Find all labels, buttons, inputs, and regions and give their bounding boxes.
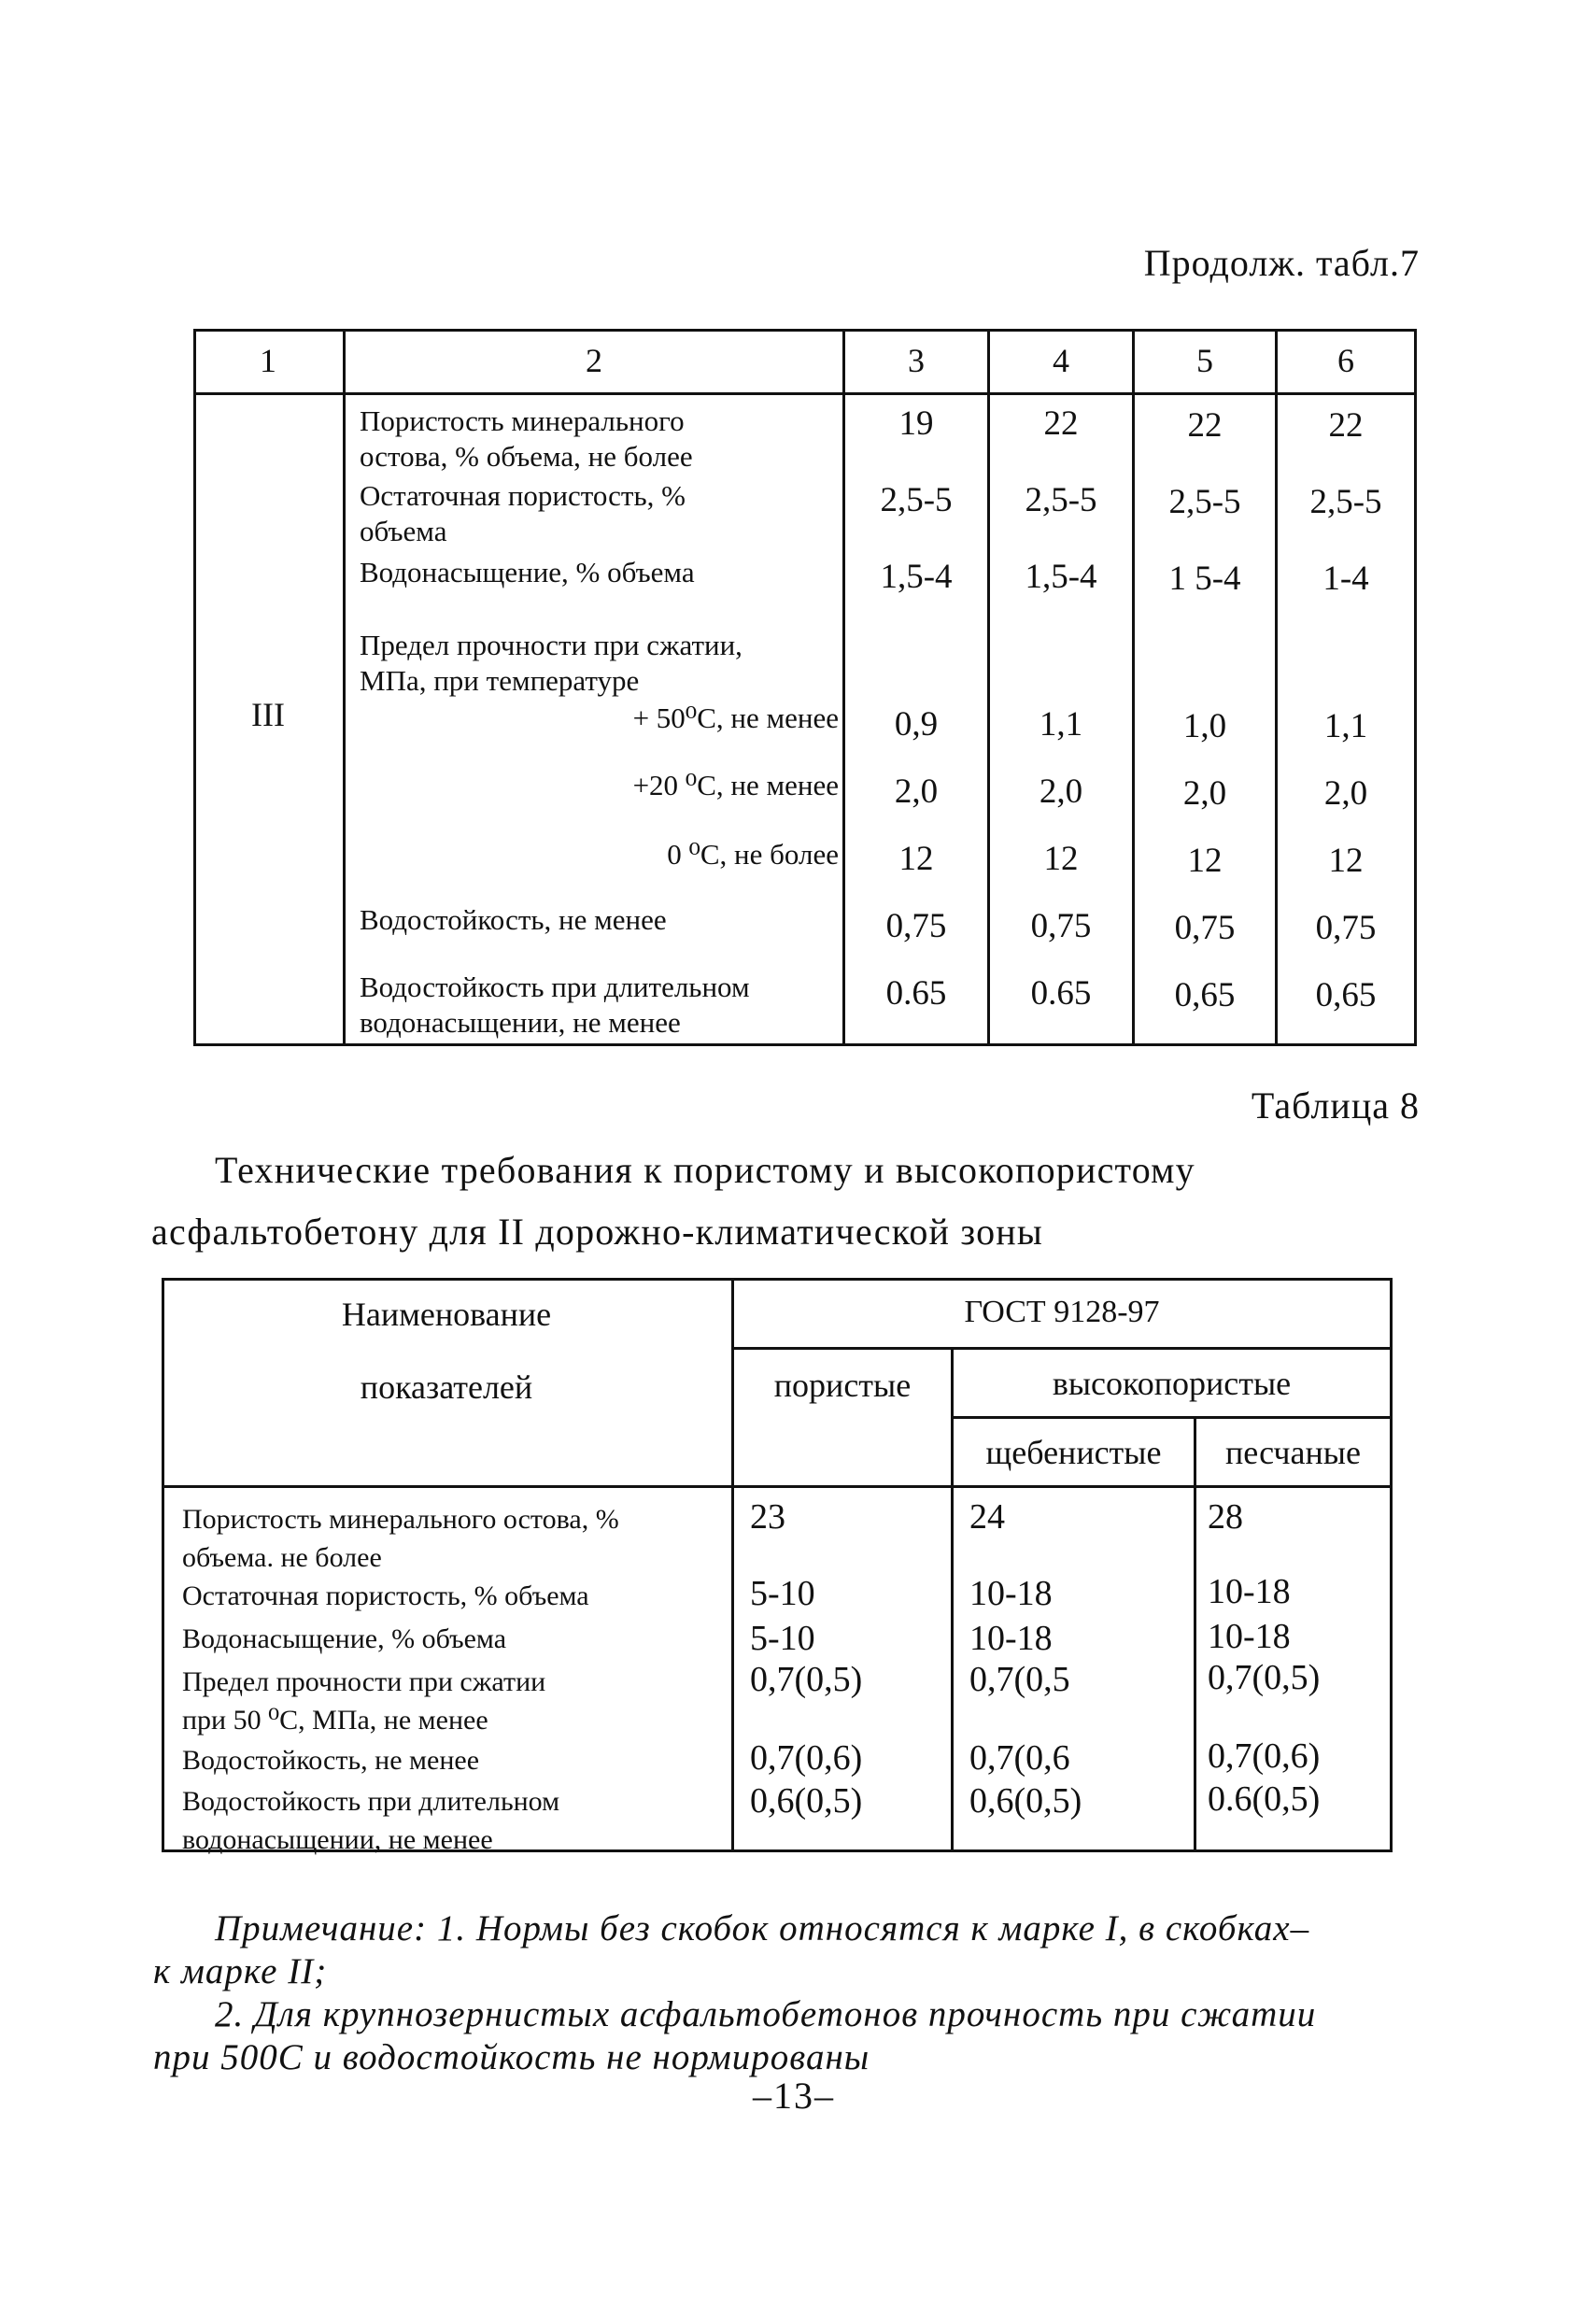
cell-value: 22 bbox=[1043, 404, 1079, 443]
cell-value: 0,7(0,5) bbox=[750, 1660, 863, 1699]
label-line: Водонасыщение, % объема bbox=[182, 1623, 507, 1654]
label-line: объема bbox=[360, 515, 447, 547]
header-col-6: 6 bbox=[1337, 342, 1354, 379]
row-label bbox=[182, 1782, 714, 1859]
cell-value: 2,0 bbox=[1323, 774, 1368, 813]
cell-value: 0,6(0,5) bbox=[969, 1781, 1082, 1821]
cell-value: 2,5-5 bbox=[1168, 483, 1241, 521]
table-8-number: Таблица 8 bbox=[1251, 1084, 1420, 1127]
cell-value: 24 bbox=[969, 1497, 1005, 1537]
cell-value: 0,7(0,6 bbox=[969, 1738, 1070, 1778]
table-7-continuation bbox=[193, 329, 1417, 1046]
note-line: при 500С и водостойкость не нормированы bbox=[153, 2037, 870, 2077]
cell-value: 0.65 bbox=[885, 974, 947, 1013]
title-line: Технические требования к пористому и высокопористому bbox=[215, 1149, 1195, 1191]
cell-value: 28 bbox=[1208, 1497, 1243, 1537]
table-divider bbox=[162, 1485, 1393, 1488]
row-label bbox=[182, 1741, 714, 1779]
cell-value: 19 bbox=[898, 404, 934, 443]
table-border bbox=[193, 1043, 1417, 1046]
label-line: МПа, при температуре bbox=[360, 664, 640, 697]
table-border bbox=[193, 329, 196, 1046]
header-name-line1: Наименование bbox=[341, 1296, 552, 1333]
table-divider bbox=[343, 329, 346, 1046]
label-line: Водостойкость при длительном bbox=[182, 1786, 560, 1817]
cell-value: 0,6(0,5) bbox=[750, 1781, 863, 1821]
row-label bbox=[182, 1620, 714, 1658]
header-col-1: 1 bbox=[260, 342, 276, 379]
cell-value: 1,0 bbox=[1182, 707, 1227, 745]
continuation-label: Продолж. табл.7 bbox=[1143, 242, 1420, 284]
cell-value: 0.6(0,5) bbox=[1208, 1779, 1321, 1819]
table-border bbox=[1414, 329, 1417, 1046]
row-label bbox=[360, 478, 864, 549]
cell-value: 2,5-5 bbox=[1025, 481, 1097, 519]
cell-value: 1,1 bbox=[1039, 705, 1083, 744]
label-line: Водостойкость при длительном bbox=[360, 971, 750, 1003]
cell-value: 12 bbox=[1328, 842, 1364, 880]
cell-value: 0,65 bbox=[1174, 976, 1236, 1014]
table-border bbox=[162, 1278, 164, 1852]
cell-value: 2,0 bbox=[1182, 774, 1227, 813]
header-name-line2: показателей bbox=[360, 1368, 533, 1406]
cell-value: 10-18 bbox=[1208, 1572, 1291, 1611]
cell-value: 2,0 bbox=[894, 772, 939, 811]
cell-value: 0,75 bbox=[1030, 907, 1092, 945]
table-8-title bbox=[151, 1140, 1365, 1263]
cell-value: 0,75 bbox=[1315, 909, 1377, 947]
table-border bbox=[162, 1278, 1393, 1281]
cell-value: 2,5-5 bbox=[880, 481, 953, 519]
cell-value: 0,75 bbox=[885, 907, 947, 945]
label-line: объема. не более bbox=[182, 1542, 382, 1573]
cell-value: 12 bbox=[898, 840, 934, 878]
cell-value: 1 5-4 bbox=[1168, 560, 1241, 598]
row-label bbox=[360, 701, 839, 736]
label-line: при 50 ⁰С, МПа, не менее bbox=[182, 1705, 488, 1736]
cell-value: 10-18 bbox=[969, 1619, 1053, 1658]
cell-value: 2,5-5 bbox=[1309, 483, 1382, 521]
header-col-5: 5 bbox=[1196, 342, 1213, 379]
cell-value: 2,0 bbox=[1039, 772, 1083, 811]
table-divider bbox=[731, 1347, 1393, 1350]
label-line: Остаточная пористость, % bbox=[360, 479, 686, 512]
cell-value: 10-18 bbox=[1208, 1617, 1291, 1656]
table-divider bbox=[1194, 1416, 1196, 1852]
header-gost: ГОСТ 9128-97 bbox=[964, 1295, 1160, 1329]
page-number: –13– bbox=[753, 2075, 835, 2117]
table-divider bbox=[193, 392, 1417, 395]
header-high-porous: высокопористые bbox=[1052, 1365, 1292, 1402]
cell-value: 5-10 bbox=[750, 1619, 815, 1658]
label-line: Остаточная пористость, % объема bbox=[182, 1580, 589, 1611]
header-crushed: щебенистые bbox=[985, 1434, 1162, 1471]
header-col-4: 4 bbox=[1053, 342, 1069, 379]
cell-value: 10-18 bbox=[969, 1574, 1053, 1613]
cell-value: 0,7(0,6) bbox=[750, 1738, 863, 1778]
table-8 bbox=[162, 1278, 1393, 1855]
row-label bbox=[360, 555, 864, 590]
table-border bbox=[1390, 1278, 1393, 1852]
cell-value: 23 bbox=[750, 1497, 785, 1537]
cell-value: 22 bbox=[1187, 406, 1223, 445]
row-label bbox=[360, 768, 839, 803]
cell-value: 0,9 bbox=[894, 705, 939, 744]
label-line: Водонасыщение, % объема bbox=[360, 556, 695, 588]
cell-value: 0,7(0,5) bbox=[1208, 1658, 1321, 1697]
label-line: + 50⁰С, не менее bbox=[632, 701, 839, 734]
header-sandy: песчаные bbox=[1225, 1434, 1361, 1471]
table-divider bbox=[951, 1416, 1393, 1419]
zone-group-label: III bbox=[251, 696, 285, 733]
row-label bbox=[182, 1500, 714, 1577]
cell-value: 0,7(0,5 bbox=[969, 1660, 1070, 1699]
cell-value: 5-10 bbox=[750, 1574, 815, 1613]
label-line: водонасыщении, не менее bbox=[182, 1824, 493, 1855]
label-line: остова, % объема, не более bbox=[360, 440, 693, 473]
header-porous: пористые bbox=[773, 1367, 912, 1404]
label-line: Предел прочности при сжатии, bbox=[360, 629, 742, 661]
footnote bbox=[153, 1907, 1423, 2079]
row-label bbox=[360, 404, 864, 475]
table-divider bbox=[951, 1347, 954, 1852]
cell-value: 0.65 bbox=[1030, 974, 1092, 1013]
label-line: Предел прочности при сжатии bbox=[182, 1666, 546, 1697]
note-line: Примечание: 1. Нормы без скобок относятся к марке I, в скобках– bbox=[215, 1908, 1310, 1948]
label-line: 0 ⁰С, не более bbox=[667, 838, 839, 871]
cell-value: 12 bbox=[1187, 842, 1223, 880]
title-line: асфальтобетону для II дорожно-климатической зоны bbox=[151, 1211, 1043, 1253]
row-label bbox=[360, 970, 864, 1041]
cell-value: 1-4 bbox=[1322, 560, 1369, 598]
note-line: 2. Для крупнозернистых асфальтобетонов прочность при сжатии bbox=[215, 1994, 1317, 2034]
row-label bbox=[182, 1577, 714, 1615]
cell-value: 1,5-4 bbox=[880, 558, 953, 596]
cell-value: 1,1 bbox=[1323, 707, 1368, 745]
label-line: Пористость минерального остова, % bbox=[182, 1504, 619, 1535]
label-line: Водостойкость, не менее bbox=[182, 1745, 480, 1776]
label-line: +20 ⁰С, не менее bbox=[632, 769, 839, 801]
label-line: Пористость минерального bbox=[360, 404, 685, 437]
note-line: к марке II; bbox=[153, 1951, 328, 1991]
cell-value: 0,75 bbox=[1174, 909, 1236, 947]
label-line: водонасыщении, не менее bbox=[360, 1006, 681, 1039]
cell-value: 1,5-4 bbox=[1025, 558, 1097, 596]
row-label bbox=[360, 902, 864, 938]
row-label bbox=[360, 837, 839, 872]
row-label bbox=[360, 628, 864, 699]
row-label bbox=[182, 1663, 714, 1739]
label-line: Водостойкость, не менее bbox=[360, 903, 667, 936]
header-col-3: 3 bbox=[908, 342, 925, 379]
cell-value: 0,65 bbox=[1315, 976, 1377, 1014]
cell-value: 22 bbox=[1328, 406, 1364, 445]
cell-value: 0,7(0,6) bbox=[1208, 1736, 1321, 1776]
cell-value: 12 bbox=[1043, 840, 1079, 878]
header-col-2: 2 bbox=[586, 342, 602, 379]
table-divider bbox=[731, 1278, 734, 1852]
